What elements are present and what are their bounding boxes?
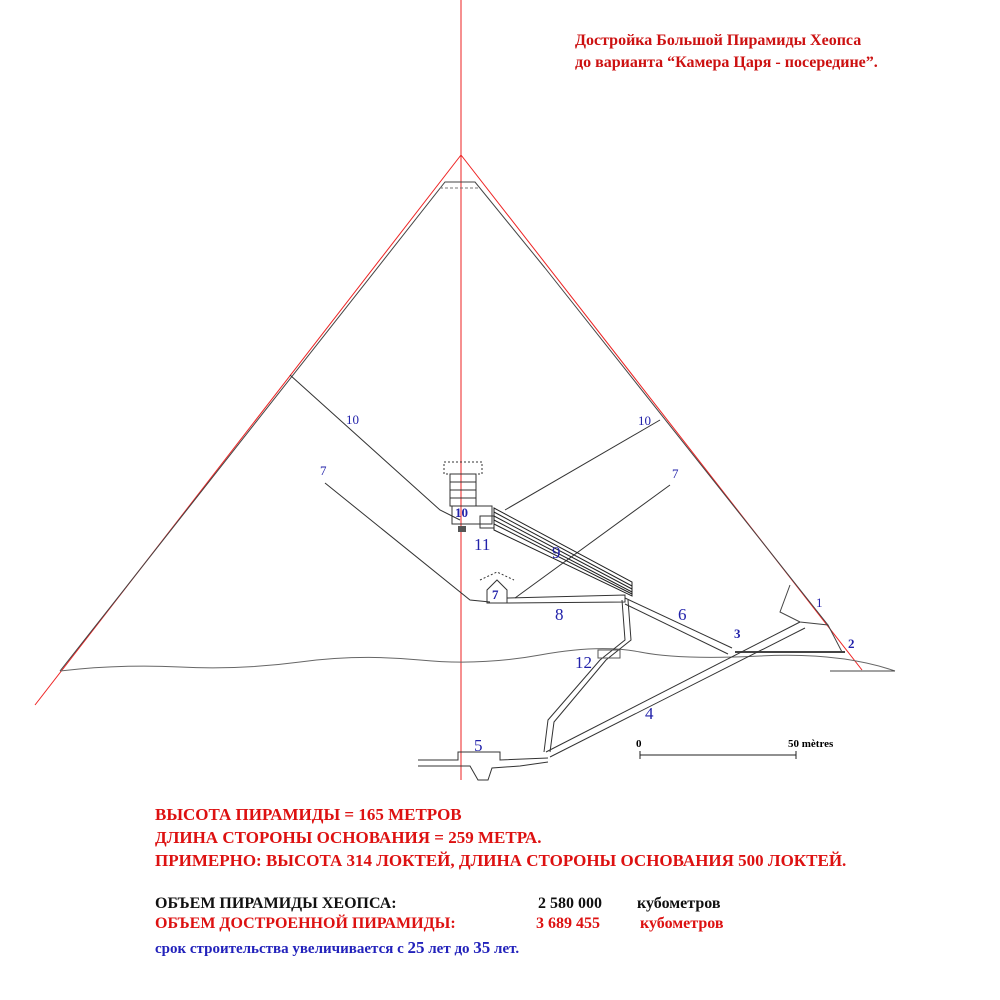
extended-volume-value: 3 689 455 bbox=[536, 915, 600, 932]
relieving-chamber-2 bbox=[450, 482, 476, 490]
label-4: 4 bbox=[645, 704, 654, 723]
cheops-volume-value: 2 580 000 bbox=[538, 895, 602, 912]
label-6: 6 bbox=[678, 605, 687, 624]
label-7-right: 7 bbox=[672, 466, 679, 481]
extended-volume-label: ОБЪЕМ ДОСТРОЕННОЙ ПИРАМИДЫ: bbox=[155, 915, 456, 932]
sarcophagus bbox=[458, 526, 466, 532]
king-chamber-right-line bbox=[505, 420, 660, 510]
horizontal-passage bbox=[507, 595, 625, 603]
term-prefix: срок строительства увеличивается с bbox=[155, 941, 404, 957]
extended-left-face bbox=[35, 155, 461, 705]
term-suffix: лет. bbox=[494, 941, 520, 957]
ascending-passage-bottom bbox=[625, 604, 728, 654]
label-11: 11 bbox=[474, 535, 491, 554]
subterranean-chamber-bottom bbox=[418, 762, 548, 780]
title-line-2: до варианта “Камера Царя - посередине”. bbox=[575, 54, 878, 71]
diagram-title bbox=[575, 30, 878, 74]
gallery-line bbox=[494, 520, 632, 592]
gallery-line bbox=[494, 512, 632, 586]
label-10-box: 10 bbox=[455, 505, 468, 520]
approx-info: ПРИМЕРНО: ВЫСОТА 314 ЛОКТЕЙ, ДЛИНА СТОРОНЫ ОСНОВАНИЯ 500 ЛОКТЕЙ. bbox=[155, 851, 847, 870]
label-8: 8 bbox=[555, 605, 564, 624]
scale-end-label: 50 mètres bbox=[788, 738, 834, 750]
cheops-volume-unit: кубометров bbox=[637, 895, 721, 912]
queen-chamber-gable bbox=[480, 572, 514, 580]
relieving-chamber-3 bbox=[450, 490, 476, 498]
queen-chamber-left-line bbox=[325, 483, 490, 602]
term-mid: лет до bbox=[428, 941, 470, 957]
king-chamber-left-line bbox=[290, 375, 460, 520]
term-from: 25 bbox=[407, 938, 425, 957]
label-12: 12 bbox=[575, 653, 592, 672]
descending-passage-bottom bbox=[550, 628, 805, 757]
cheops-volume-label: ОБЪЕМ ПИРАМИДЫ ХЕОПСА: bbox=[155, 895, 397, 912]
queen-chamber-right-line bbox=[515, 485, 670, 598]
title-line-1: Достройка Большой Пирамиды Хеопса bbox=[575, 32, 862, 49]
height-info: ВЫСОТА ПИРАМИДЫ = 165 МЕТРОВ bbox=[155, 805, 462, 824]
label-7-left: 7 bbox=[320, 463, 327, 478]
subterranean-chamber-top bbox=[418, 752, 548, 760]
base-info: ДЛИНА СТОРОНЫ ОСНОВАНИЯ = 259 МЕТРА. bbox=[155, 828, 542, 847]
label-9: 9 bbox=[552, 543, 561, 562]
label-1: 1 bbox=[816, 595, 823, 610]
construction-term bbox=[155, 938, 519, 958]
king-chamber-gable bbox=[444, 462, 482, 474]
label-10-left: 10 bbox=[346, 412, 359, 427]
casing-profile bbox=[780, 585, 842, 652]
term-to: 35 bbox=[473, 938, 491, 957]
label-5: 5 bbox=[474, 736, 483, 755]
descending-passage-top bbox=[546, 622, 800, 752]
label-7-box: 7 bbox=[492, 587, 499, 602]
label-2: 2 bbox=[848, 636, 855, 651]
scale-zero: 0 bbox=[636, 738, 642, 750]
relieving-chamber-1 bbox=[450, 474, 476, 482]
gallery-line bbox=[494, 516, 632, 589]
label-3: 3 bbox=[734, 626, 741, 641]
pyramid-outline-left bbox=[60, 182, 545, 671]
extended-volume-unit: кубометров bbox=[640, 915, 724, 932]
label-10-right: 10 bbox=[638, 413, 651, 428]
gallery-line bbox=[494, 524, 632, 594]
